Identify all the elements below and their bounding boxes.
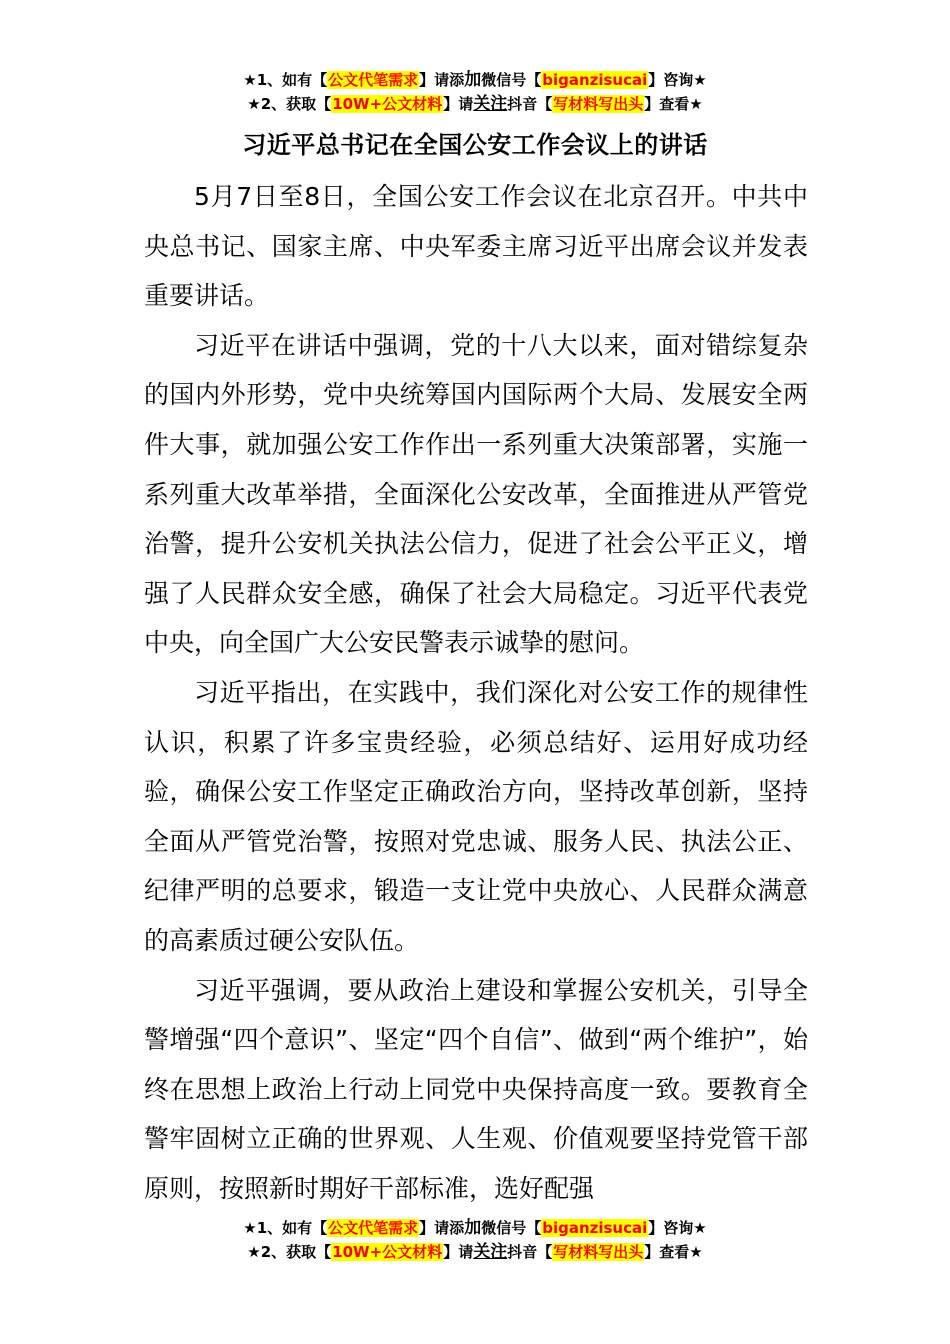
promo-line-2-middle: 】请 <box>443 1243 474 1261</box>
promo-douyin-id-highlight: 写材料写出头 <box>553 95 644 113</box>
promo-line-1 <box>0 68 950 92</box>
promo-line-2-suffix: 】查看★ <box>644 1243 703 1261</box>
promo-wechat-id-highlight: biganzisucai <box>542 1219 648 1237</box>
body-paragraph: 习近平指出，在实践中，我们深化对公安工作的规律性认识，积累了许多宝贵经验，必须总结好、运用好成功经验，确保公安工作坚定正确政治方向，坚持改革创新，坚持全面从严管党治警，按照对党忠诚、服务人民、执法公正、纪律严明的总要求，锻造一支让党中央放心、人民群众满意的高素质过硬公安队伍。 <box>144 677 808 955</box>
promo-line-1-middle-2: 微信号【 <box>481 1219 542 1237</box>
promo-writing-service-highlight: 公文代笔需求 <box>328 71 419 89</box>
promo-line-2 <box>0 92 950 116</box>
promo-line-1-middle: 】请添 <box>419 71 465 89</box>
footer-promo-banner <box>0 1216 950 1264</box>
promo-line-2-suffix: 】查看★ <box>644 95 703 113</box>
promo-line-1-prefix: ★1、如有【 <box>243 1219 328 1237</box>
promo-line-1-middle: 】请添 <box>419 1219 465 1237</box>
promo-line-2-prefix: ★2、获取【 <box>247 95 332 113</box>
promo-line-1-emphasis: 加 <box>464 70 482 90</box>
promo-materials-highlight: 10W+公文材料 <box>332 1243 443 1261</box>
promo-line-1 <box>0 1216 950 1240</box>
promo-materials-highlight: 10W+公文材料 <box>332 95 443 113</box>
document-title: 习近平总书记在全国公安工作会议上的讲话 <box>242 131 708 159</box>
promo-line-1-middle-2: 微信号【 <box>481 71 542 89</box>
promo-writing-service-highlight: 公文代笔需求 <box>328 1219 419 1237</box>
document-body <box>144 172 808 1213</box>
promo-line-1-prefix: ★1、如有【 <box>243 71 328 89</box>
promo-line-2-emphasis: 关注 <box>473 1242 508 1262</box>
promo-line-2-middle: 】请 <box>443 95 474 113</box>
promo-line-1-suffix: 】咨询★ <box>648 71 707 89</box>
body-paragraph: 习近平在讲话中强调，党的十八大以来，面对错综复杂的国内外形势，党中央统筹国内国际两个大局、发展安全两件大事，就加强公安工作作出一系列重大决策部署，实施一系列重大改革举措，全面深化公安改革，全面推进从严管党治警，提升公安机关执法公信力，促进了社会公平正义，增强了人民群众安全感，确保了社会大局稳定。习近平代表党中央，向全国广大公安民警表示诚挚的慰问。 <box>144 330 808 658</box>
promo-douyin-id-highlight: 写材料写出头 <box>553 1243 644 1261</box>
body-paragraph: 习近平强调，要从政治上建设和掌握公安机关，引导全警增强“四个意识”、坚定“四个自信”、做到“两个维护”，始终在思想上政治上行动上同党中央保持高度一致。要教育全警牢固树立正确的世界观、人生观、价值观要坚持党管干部原则，按照新时期好干部标准，选好配强 <box>144 975 808 1203</box>
promo-wechat-id-highlight: biganzisucai <box>542 71 648 89</box>
body-paragraph: 5月7日至8日，全国公安工作会议在北京召开。中共中央总书记、国家主席、中央军委主席习近平出席会议并发表重要讲话。 <box>144 182 808 311</box>
promo-line-2-emphasis: 关注 <box>473 94 508 114</box>
promo-line-2-middle-2: 抖音【 <box>507 1243 553 1261</box>
promo-line-2-middle-2: 抖音【 <box>507 95 553 113</box>
promo-line-2 <box>0 1240 950 1264</box>
promo-line-1-suffix: 】咨询★ <box>648 1219 707 1237</box>
promo-line-2-prefix: ★2、获取【 <box>247 1243 332 1261</box>
promo-line-1-emphasis: 加 <box>464 1218 482 1238</box>
header-promo-banner <box>0 68 950 116</box>
